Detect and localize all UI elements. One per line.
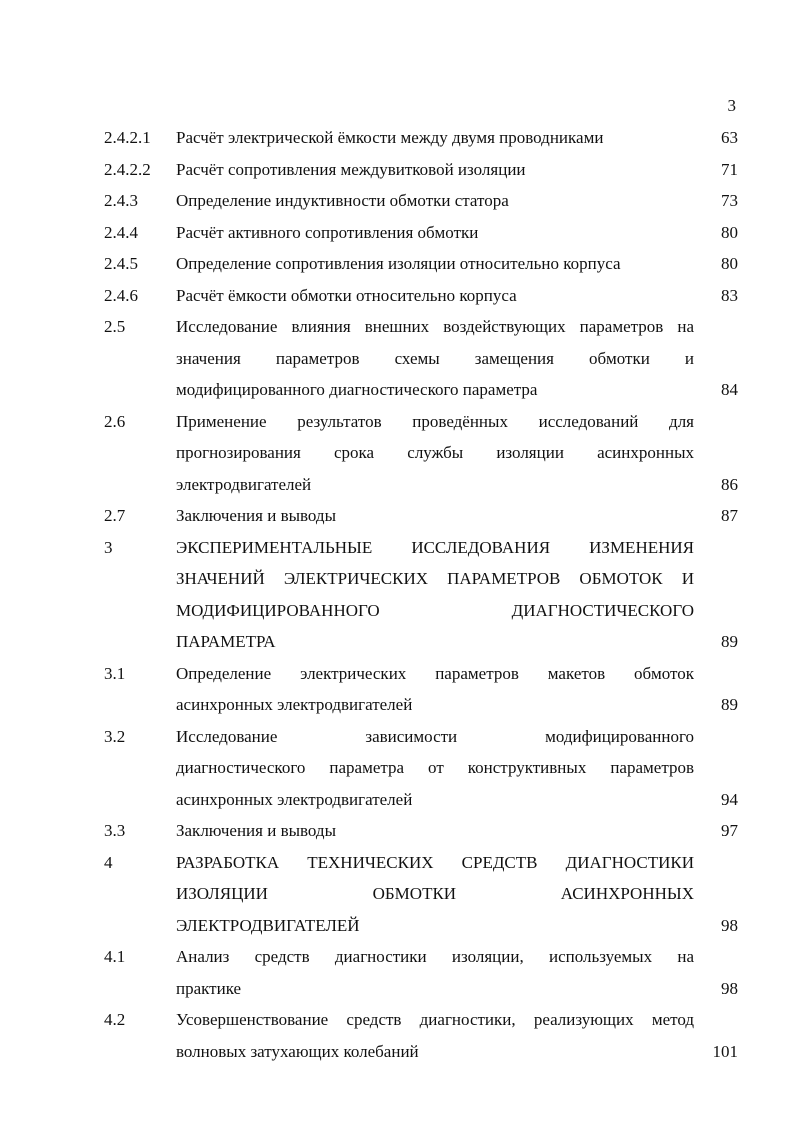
toc-entry-title: [176, 815, 694, 847]
toc-entry-title: [176, 847, 694, 942]
page-number: 3: [727, 96, 736, 115]
toc-entry-title-line: Усовершенствование средств диагностики, реализующих метод: [176, 1010, 694, 1029]
toc-entry-number: 2.4.3: [104, 191, 138, 210]
toc-entry-title-line: Определение индуктивности обмотки статора: [176, 191, 509, 210]
toc-entry-title-line: асинхронных электродвигателей: [176, 789, 413, 809]
toc-entry-page: 94: [721, 789, 738, 809]
toc-entry-title: [176, 406, 694, 501]
toc-entry: [104, 406, 738, 501]
toc-entry-title-line: электродвигателей: [176, 474, 312, 494]
toc-entry-number: 3.1: [104, 663, 126, 683]
toc-entry-title-line: Расчёт электрической ёмкости между двумя проводниками: [176, 128, 604, 147]
toc-entry-title-line: прогнозирования срока службы изоляции асинхронных: [176, 443, 694, 462]
toc-entry-title: [176, 500, 694, 532]
toc-entry: [104, 311, 738, 406]
toc-entry-title: [176, 721, 694, 816]
toc-entry-title-line: значения параметров схемы замещения обмотки и: [176, 348, 694, 368]
toc-entry-title-line: ЗНАЧЕНИЙ ЭЛЕКТРИЧЕСКИХ ПАРАМЕТРОВ ОБМОТОК И: [176, 569, 694, 588]
toc-entry-number: 4.2: [104, 1010, 126, 1029]
toc-entry-page: 73: [721, 191, 738, 210]
toc-entry-title-line: Анализ средств диагностики изоляции, используемых на: [176, 947, 694, 966]
toc-entry-page: 86: [721, 474, 738, 494]
toc-entry-title: [176, 658, 694, 721]
toc-entry-number: 2.7: [104, 506, 126, 525]
toc-entry-page: 63: [721, 128, 738, 147]
toc-entry-title-line: модифицированного диагностического параметра: [176, 380, 538, 399]
toc-entry: [104, 154, 738, 186]
toc-entry-number: 2.4.5: [104, 254, 138, 273]
toc-entry: [104, 658, 738, 721]
toc-entry-title-line: ЭКСПЕРИМЕНТАЛЬНЫЕ ИССЛЕДОВАНИЯ ИЗМЕНЕНИЯ: [176, 537, 694, 557]
toc-entry-title-line: Расчёт активного сопротивления обмотки: [176, 222, 479, 242]
toc-entry-page: 80: [721, 254, 738, 273]
toc-entry-title-line: асинхронных электродвигателей: [176, 695, 413, 714]
toc-entry: [104, 847, 738, 942]
toc-entry: [104, 280, 738, 312]
toc-entry-page: 80: [721, 222, 738, 242]
toc-entry-title-line: Определение электрических параметров макетов обмоток: [176, 663, 694, 683]
toc-entry-number: 2.4.6: [104, 285, 138, 305]
toc-entry-number: 3: [104, 537, 113, 557]
toc-entry-title-line: волновых затухающих колебаний: [176, 1041, 419, 1061]
toc-entry: [104, 122, 738, 154]
toc-entry-title-line: Расчёт сопротивления междувитковой изоляции: [176, 159, 526, 179]
toc-entry-title: [176, 532, 694, 658]
toc-entry-title-line: Исследование зависимости модифицированного: [176, 726, 694, 746]
toc-entry-title: [176, 1004, 694, 1067]
toc-entry-title-line: ЭЛЕКТРОДВИГАТЕЛЕЙ: [176, 915, 360, 935]
toc-entry-page: 97: [721, 821, 738, 840]
toc-entry-number: 4.1: [104, 947, 126, 966]
toc-entry-title-line: Заключения и выводы: [176, 506, 337, 525]
toc-entry-title-line: Исследование влияния внешних воздействующих параметров на: [176, 317, 694, 336]
toc-entry-page: 71: [721, 159, 738, 179]
toc-entry: [104, 185, 738, 217]
toc-entry-title: [176, 122, 694, 154]
toc-entry-number: 2.4.2.2: [104, 159, 151, 179]
toc-entry-page: 98: [721, 915, 738, 935]
toc-entry-page: 84: [721, 380, 738, 399]
toc-entry-number: 4: [104, 852, 113, 872]
toc-entry-title-line: практике: [176, 978, 242, 998]
toc-entry: [104, 500, 738, 532]
toc-entry-title: [176, 154, 694, 186]
toc-entry: [104, 941, 738, 1004]
toc-entry-number: 2.4.4: [104, 222, 138, 242]
toc-entry-number: 3.3: [104, 821, 126, 840]
toc-entry-title: [176, 280, 694, 312]
toc-entry: [104, 248, 738, 280]
toc-entry-title-line: Заключения и выводы: [176, 821, 337, 840]
toc-entry-title-line: ПАРАМЕТРА: [176, 632, 276, 651]
toc-entry-title-line: РАЗРАБОТКА ТЕХНИЧЕСКИХ СРЕДСТВ ДИАГНОСТИКИ: [176, 852, 694, 872]
toc-entry-page: 98: [721, 978, 738, 998]
toc-entry-title-line: ИЗОЛЯЦИИ ОБМОТКИ АСИНХРОННЫХ: [176, 884, 694, 903]
toc-entry-title-line: Определение сопротивления изоляции относительно корпуса: [176, 254, 621, 273]
toc-entry: [104, 1004, 738, 1067]
toc-entry-number: 3.2: [104, 726, 126, 746]
toc-entry: [104, 721, 738, 816]
toc-entry: [104, 815, 738, 847]
toc-entry: [104, 217, 738, 249]
toc-entry-title-line: диагностического параметра от конструктивных параметров: [176, 758, 694, 777]
toc-entry-title: [176, 248, 694, 280]
toc-entry-title: [176, 185, 694, 217]
toc-entry-title-line: МОДИФИЦИРОВАННОГО ДИАГНОСТИЧЕСКОГО: [176, 600, 694, 620]
toc-entry-title: [176, 941, 694, 1004]
toc-entry-page: 83: [721, 285, 738, 305]
toc-entry-title: [176, 311, 694, 406]
toc-entry: [104, 532, 738, 658]
toc-entry-page: 89: [721, 695, 738, 714]
toc-entry-number: 2.4.2.1: [104, 128, 151, 147]
table-of-contents: [104, 122, 738, 1067]
toc-entry-title: [176, 217, 694, 249]
toc-entry-title-line: Расчёт ёмкости обмотки относительно корпуса: [176, 285, 517, 305]
toc-entry-page: 87: [721, 506, 738, 525]
toc-entry-title-line: Применение результатов проведённых исследований для: [176, 411, 694, 431]
toc-entry-page: 101: [712, 1041, 738, 1061]
toc-entry-number: 2.5: [104, 317, 126, 336]
toc-entry-page: 89: [721, 632, 738, 651]
toc-entry-number: 2.6: [104, 411, 126, 431]
